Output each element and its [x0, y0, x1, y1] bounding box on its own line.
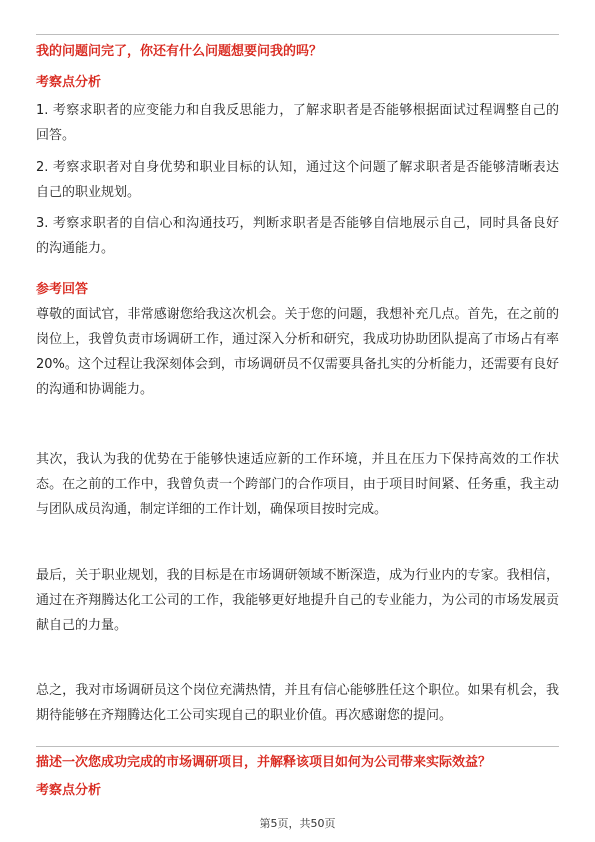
- analysis-item-2: 2. 考察求职者对自身优势和职业目标的认知，通过这个问题了解求职者是否能够清晰表达自己的职业规划。: [36, 160, 559, 200]
- answer-paragraph-1: 尊敬的面试官，非常感谢您给我这次机会。关于您的问题，我想补充几点。首先，在之前的岗位上，我曾负责市场调研工作，通过深入分析和研究，我成功协助团队提高了市场占有率20%。这个过程让我深刻体会到，市场调研员不仅需要具备扎实的分析能力，还需要有良好的沟通和协调能力。: [36, 307, 559, 397]
- next-analysis-heading: 考察点分析: [36, 783, 102, 798]
- section-divider: [36, 746, 559, 747]
- page-number: 第5页，共50页: [259, 817, 336, 830]
- answer-paragraph-4: 总之，我对市场调研员这个岗位充满热情，并且有信心能够胜任这个职位。如果有机会，我期待能够在齐翔腾达化工公司实现自己的职业价值。再次感谢您的提问。: [36, 683, 559, 723]
- top-divider: [36, 34, 559, 35]
- analysis-heading: 考察点分析: [36, 75, 102, 90]
- next-question-heading: 描述一次您成功完成的市场调研项目，并解释该项目如何为公司带来实际效益？: [36, 755, 492, 770]
- analysis-item-3: 3. 考察求职者的自信心和沟通技巧，判断求职者是否能够自信地展示自己，同时具备良好的沟通能力。: [36, 216, 559, 256]
- question-heading: 我的问题问完了，你还有什么问题想要问我的吗？: [36, 44, 323, 59]
- answer-paragraph-3: 最后，关于职业规划，我的目标是在市场调研领域不断深造，成为行业内的专家。我相信，通过在齐翔腾达化工公司的工作，我能够更好地提升自己的专业能力，为公司的市场发展贡献自己的力量。: [36, 568, 559, 633]
- answer-paragraph-2: 其次，我认为我的优势在于能够快速适应新的工作环境，并且在压力下保持高效的工作状态。在之前的工作中，我曾负责一个跨部门的合作项目，由于项目时间紧、任务重，我主动与团队成员沟通，制定详细的工作计划，确保项目按时完成。: [36, 452, 559, 517]
- analysis-item-1: 1. 考察求职者的应变能力和自我反思能力，了解求职者是否能够根据面试过程调整自己的回答。: [36, 103, 559, 143]
- answer-heading: 参考回答: [36, 282, 89, 297]
